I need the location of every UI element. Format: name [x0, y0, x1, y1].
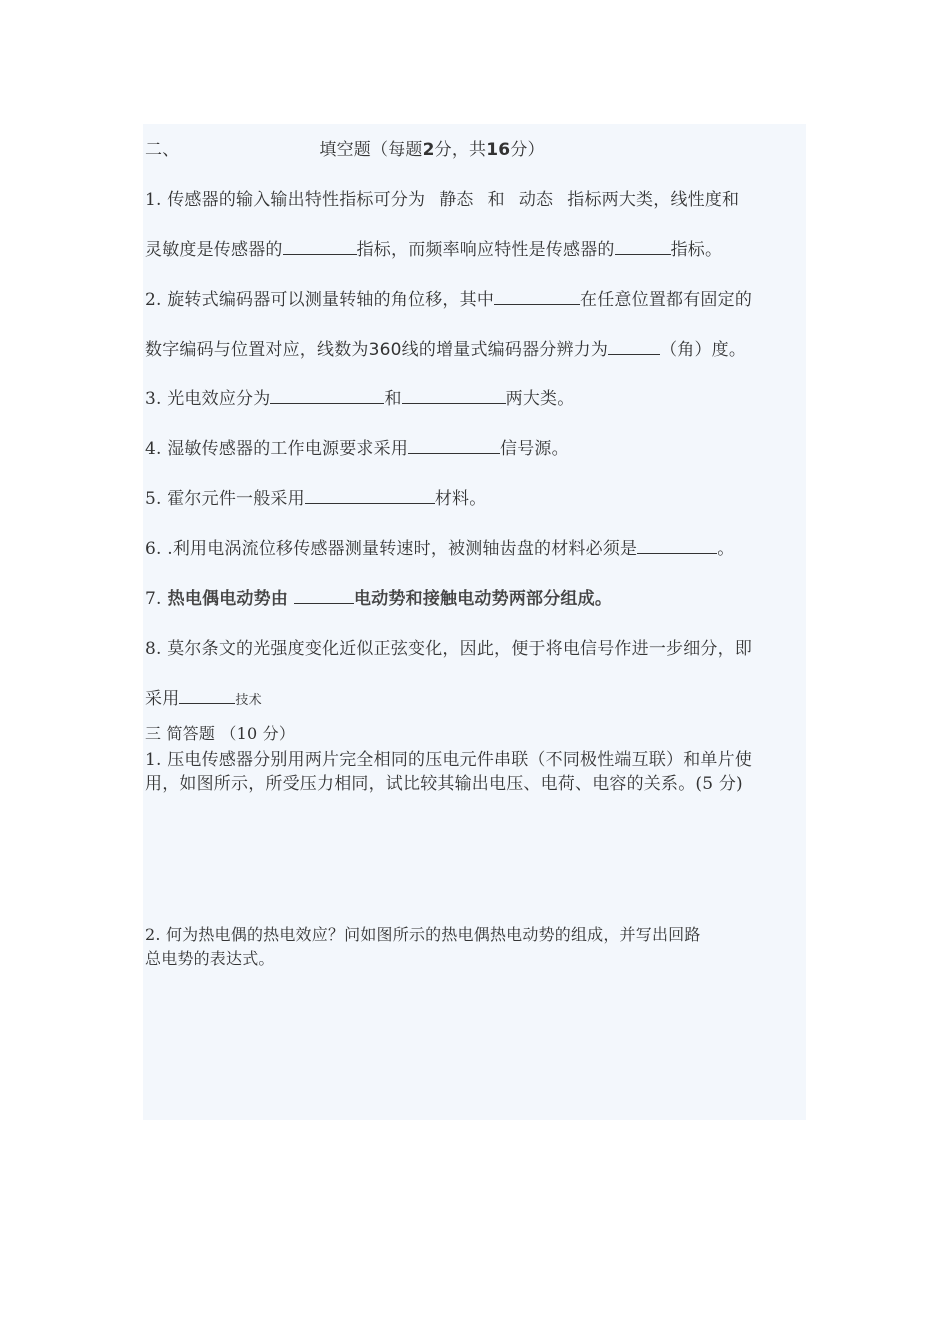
- section-2-score-each: 2: [422, 140, 435, 160]
- question-2-blank-1[interactable]: [494, 288, 580, 305]
- question-3: [145, 387, 807, 411]
- question-1-text-b: 指标两大类，线性度和: [567, 190, 740, 210]
- question-6-blank[interactable]: [637, 537, 717, 554]
- question-4-text-b: 信号源。: [500, 439, 569, 459]
- section-3-question-2-text-1: 2. 何为热电偶的热电效应？问如图所示的热电偶热电动势的组成，并写出回路: [145, 925, 701, 944]
- question-1-blank-2[interactable]: [615, 238, 671, 255]
- question-1-text-a: 1. 传感器的输入输出特性指标可分为: [145, 190, 426, 210]
- section-2-tail: 分）: [510, 140, 545, 160]
- question-8-line-1: [145, 637, 807, 661]
- section-3-question-1-text-2: 用，如图所示，所受压力相同，试比较其输出电压、电荷、电容的关系。(5 分): [145, 774, 743, 794]
- question-3-blank-2[interactable]: [402, 387, 506, 404]
- question-6-text-a: 6. .利用电涡流位移传感器测量转速时，被测轴齿盘的材料必须是: [145, 539, 638, 559]
- question-7-blank[interactable]: [294, 587, 354, 604]
- question-1-text-d: 指标，而频率响应特性是传感器的: [356, 240, 615, 260]
- question-6: [145, 537, 807, 561]
- section-3-question-2-line-1: [145, 923, 807, 947]
- section-2-heading: [145, 138, 807, 162]
- question-6-text-b: 。: [717, 539, 735, 559]
- section-3-question-2-line-2: [145, 947, 807, 971]
- question-1-line-1: [145, 188, 807, 212]
- question-2-text-a: 2. 旋转式编码器可以测量转轴的角位移，其中: [145, 290, 495, 310]
- question-8-line-2: [145, 687, 807, 713]
- question-2-line-2: [145, 338, 807, 362]
- question-2-line-count: 360: [368, 340, 402, 360]
- section-3-title: 三 简答题 （10 分）: [145, 724, 296, 743]
- question-4-blank[interactable]: [408, 437, 500, 454]
- section-2-title: 填空题（每题: [319, 140, 423, 160]
- section-2-number: 二、: [145, 140, 180, 160]
- question-1-answer-static: 静态: [439, 190, 474, 210]
- section-3-question-1-text-1: 1. 压电传感器分别用两片完全相同的压电元件串联（不同极性端互联）和单片使: [145, 750, 753, 770]
- question-2-text-d: 线的增量式编码器分辨力为: [401, 340, 609, 360]
- question-4: [145, 437, 807, 461]
- question-1-answer-dynamic: 动态: [518, 190, 554, 210]
- question-1-text-c: 灵敏度是传感器的: [145, 240, 283, 260]
- question-1-blank-1[interactable]: [283, 238, 357, 255]
- question-1-and: 和: [487, 190, 505, 210]
- question-5-text-a: 5. 霍尔元件一般采用: [145, 489, 305, 509]
- question-2-line-1: [145, 288, 807, 312]
- question-5-text-b: 材料。: [434, 489, 487, 509]
- question-2-text-b: 在任意位置都有固定的: [580, 290, 753, 310]
- section-3-question-1-line-1: [145, 748, 807, 772]
- question-5: [145, 487, 807, 511]
- question-2-text-e: （角）度。: [660, 340, 747, 360]
- question-3-blank-1[interactable]: [270, 387, 384, 404]
- question-4-text-a: 4. 湿敏传感器的工作电源要求采用: [145, 439, 409, 459]
- question-5-blank[interactable]: [305, 487, 435, 504]
- question-8-text-a: 8. 莫尔条文的光强度变化近似正弦变化，因此，便于将电信号作进一步细分，即: [145, 639, 753, 659]
- question-3-text-c: 两大类。: [505, 389, 575, 409]
- section-3-question-1-line-2: [145, 772, 807, 796]
- section-2-score-total: 16: [486, 140, 511, 160]
- question-7-text-b: 电动势和接触电动势两部分组成。: [354, 589, 613, 609]
- question-8-blank[interactable]: [179, 687, 235, 704]
- question-3-text-b: 和: [384, 389, 402, 409]
- section-3-question-2-text-2: 总电势的表达式。: [145, 949, 275, 968]
- question-8-text-b: 采用: [145, 689, 180, 709]
- question-2-text-c: 数字编码与位置对应，线数为: [145, 340, 369, 360]
- question-3-text-a: 3. 光电效应分为: [145, 389, 271, 409]
- question-7: [145, 587, 807, 611]
- question-7-number: 7.: [145, 589, 162, 609]
- question-1-text-e: 指标。: [670, 240, 723, 260]
- section-3-heading: [145, 722, 807, 746]
- question-7-text-a: 热电偶电动势由: [167, 589, 289, 609]
- question-8-text-c: 技术: [235, 693, 262, 708]
- section-2-mid: 分，共: [434, 140, 487, 160]
- question-2-blank-2[interactable]: [608, 338, 660, 355]
- question-1-line-2: [145, 238, 807, 262]
